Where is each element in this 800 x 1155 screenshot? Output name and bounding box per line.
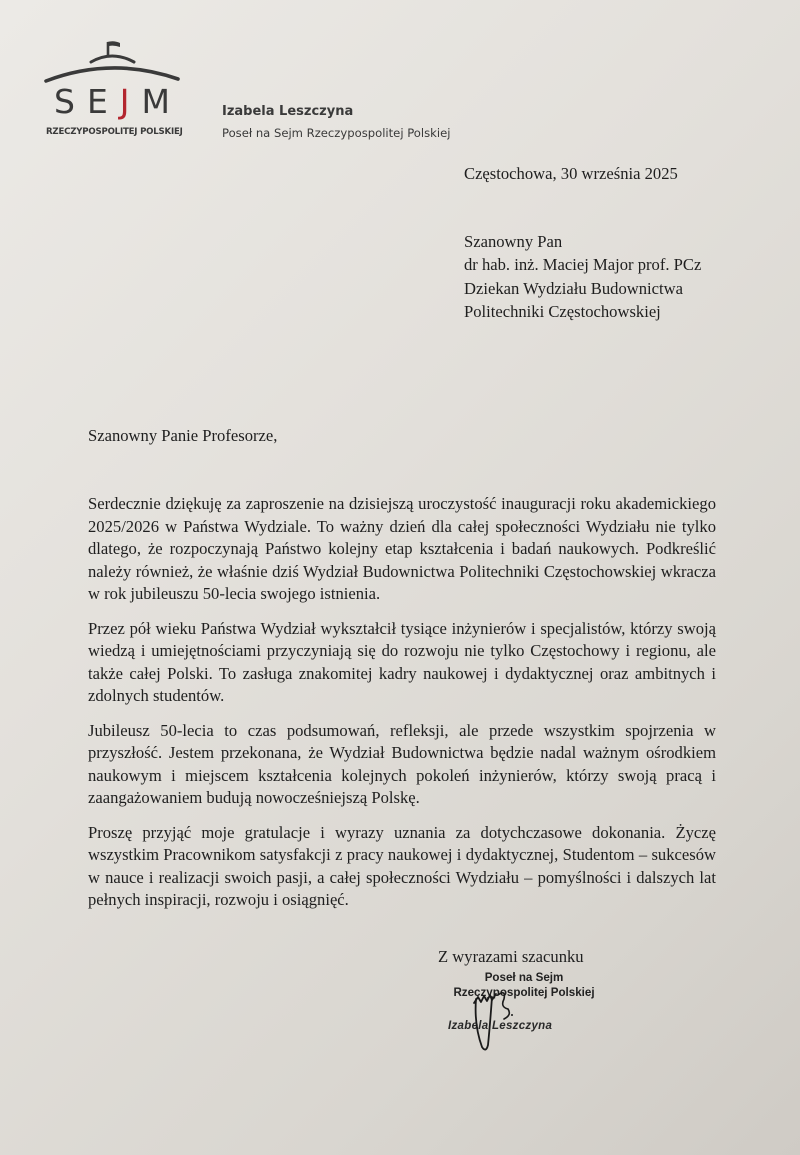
date-line: Częstochowa, 30 września 2025 — [464, 164, 678, 183]
recipient-line: dr hab. inż. Maciej Major prof. PCz — [464, 255, 702, 275]
sender-title: Poseł na Sejm Rzeczypospolitej Polskiej — [222, 126, 451, 140]
logo-letter: E — [86, 82, 108, 121]
body-paragraph: Serdecznie dziękuję za zaproszenie na dzisiejszą uroczystość inauguracji roku akademickiego 2025/2026 w Państwa Wydziale. To ważny dzień dla całej społeczności Wydziału nie tylko dlatego, że rozpoczynają Państwo kolejny etap kształcenia i badań naukowych. Podkreślić należy również, że właśnie dziś Wydział Budownictwa Politechniki Częstochowskiej wkracza w rok jubileuszu 50-lecia swojego istnienia. — [88, 494, 716, 603]
stamp-line: Rzeczypospolitej Polskiej — [453, 986, 595, 999]
recipient-block — [464, 230, 701, 323]
closing: Z wyrazami szacunku — [438, 947, 584, 966]
logo-letter-accent: J — [119, 82, 130, 121]
stamp-name: Izabela Leszczyna — [448, 1020, 553, 1032]
recipient-line: Dziekan Wydziału Budownictwa — [464, 278, 683, 298]
salutation: Szanowny Panie Profesorze, — [88, 426, 278, 445]
body-paragraph: Proszę przyjąć moje gratulacje i wyrazy uznania za dotychczasowe dokonania. Życzę wszystkim Pracownikom satysfakcji z pracy naukowej i dydaktycznej, Studentom – sukcesów w nauce i realizacji swoich pasji, a całej społeczności Wydziału – pomyślności i dalszych lat pełnych inspiracji, rozwoju i osiągnięć. — [88, 822, 716, 909]
logo-wordmark — [54, 82, 170, 122]
handwritten-signature — [470, 985, 550, 1055]
stamp-line: Poseł na Sejm — [484, 971, 564, 984]
logo-letter: S — [54, 82, 75, 121]
logo-letter: M — [141, 82, 170, 121]
body-paragraph: Jubileusz 50-lecia to czas podsumowań, refleksji, ale przede wszystkim spojrzenia w przyszłość. Jestem przekonana, że Wydział Budownictwa będzie nadal ważnym ośrodkiem naukowym i miejscem kształcenia kolejnych pokoleń inżynierów, którzy swoją pracą i zaangażowaniem budują nowocześniejszą Polskę. — [88, 720, 716, 807]
sender-name: Izabela Leszczyna — [222, 104, 354, 119]
sejm-logo — [44, 38, 183, 138]
letter-body — [88, 493, 716, 924]
recipient-line: Politechniki Częstochowskiej — [464, 301, 661, 321]
body-paragraph: Przez pół wieku Państwa Wydział wykształcił tysiące inżynierów i specjalistów, którzy swoją wiedzą i umiejętnościami przyczyniają się do rozwoju nie tylko Częstochowy i regionu, ale także całej Polski. To zasługa znakomitej kadry naukowej i dydaktycznej oraz ambitnych i zdolnych studentów. — [88, 618, 716, 705]
logo-subtitle: RZECZYPOSPOLITEJ POLSKIEJ — [46, 127, 183, 137]
recipient-line: Szanowny Pan — [464, 232, 563, 251]
sejm-dome-icon — [44, 38, 180, 88]
